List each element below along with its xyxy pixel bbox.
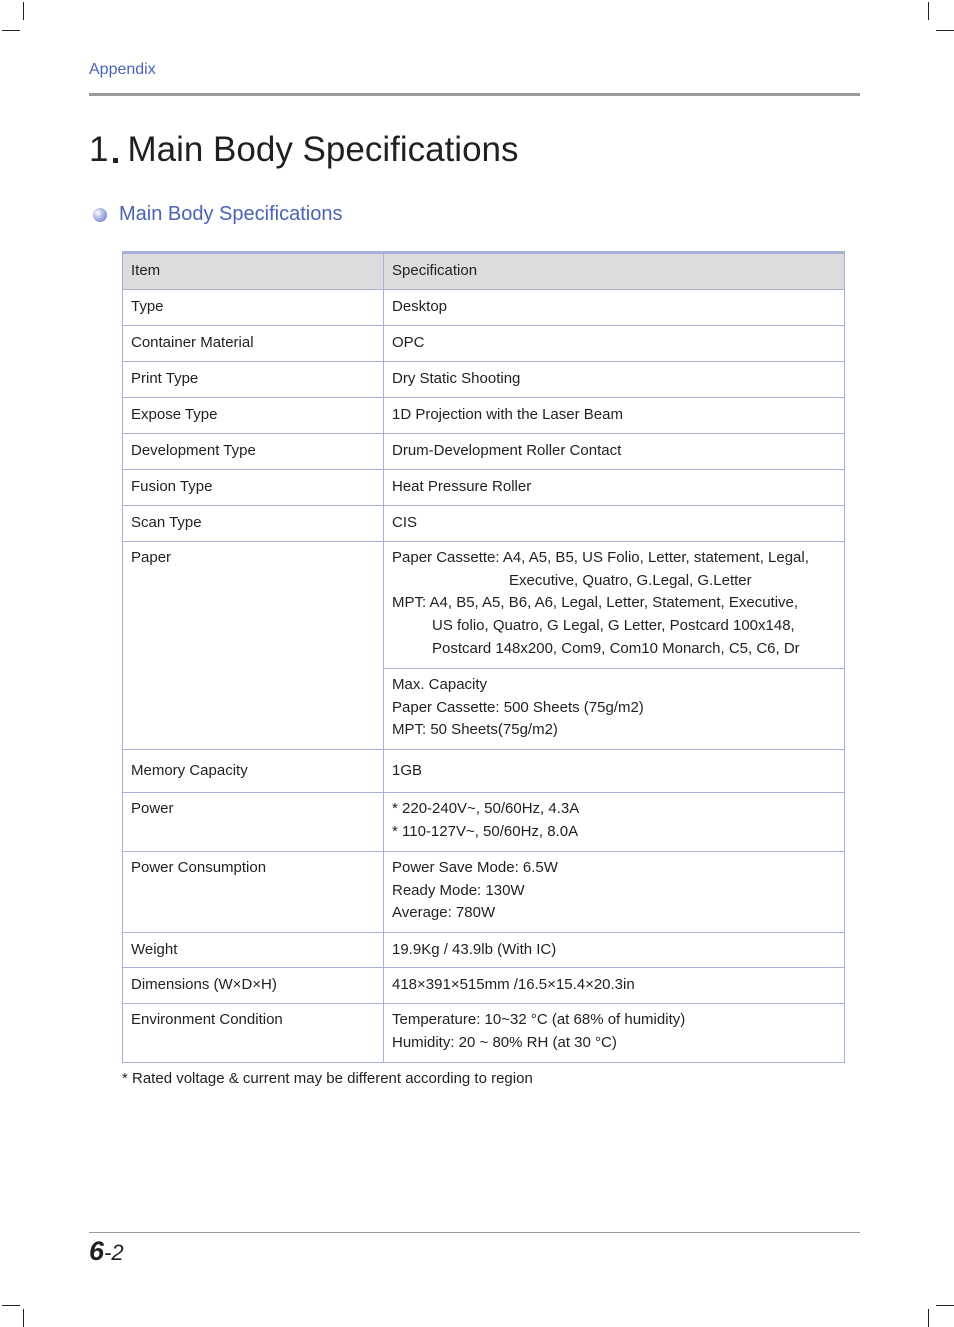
item-cell: Scan Type <box>123 506 384 542</box>
crop-mark <box>936 1305 954 1306</box>
spec-cell: 418×391×515mm /16.5×15.4×20.3in <box>384 968 845 1004</box>
environment-line: Temperature: 10~32 °C (at 68% of humidity) <box>392 1011 686 1028</box>
crop-mark <box>928 2 929 20</box>
spec-cell: Drum-Development Roller Contact <box>384 434 845 470</box>
capacity-line: Max. Capacity <box>392 676 488 693</box>
column-header-item: Item <box>123 253 384 290</box>
item-cell: Dimensions (W×D×H) <box>123 968 384 1004</box>
table-row <box>123 326 845 362</box>
item-cell: Weight <box>123 933 384 968</box>
table-row <box>123 470 845 506</box>
spec-cell-paper-sizes <box>384 542 845 669</box>
item-cell: Memory Capacity <box>123 750 384 793</box>
consumption-line: Ready Mode: 130W <box>392 881 525 899</box>
item-cell: Power Consumption <box>123 852 384 933</box>
footnote: * Rated voltage & current may be different according to region <box>122 1070 533 1087</box>
footer-rule <box>89 1232 860 1233</box>
spec-cell <box>384 793 845 852</box>
mpt-line: US folio, Quatro, G Legal, G Letter, Postcard 100x148, <box>432 617 795 635</box>
chapter-title-text: Main Body Specifications <box>127 130 519 169</box>
chapter-number: 1 <box>89 130 109 169</box>
table-row <box>123 793 845 852</box>
table-row-paper <box>123 542 845 669</box>
spec-table <box>122 251 845 1063</box>
table-header-row <box>123 253 845 290</box>
section-title: Main Body Specifications <box>119 203 343 225</box>
spec-cell: 1GB <box>384 750 845 793</box>
table-row <box>123 968 845 1004</box>
item-cell: Print Type <box>123 362 384 398</box>
capacity-line: Paper Cassette: 500 Sheets (75g/m2) <box>392 698 644 716</box>
page-chapter: 6 <box>89 1236 105 1266</box>
consumption-line: Power Save Mode: 6.5W <box>392 859 558 876</box>
spec-cell <box>384 1004 845 1063</box>
paper-cassette-line: Paper Cassette: A4, A5, B5, US Folio, Letter, statement, Legal, <box>392 549 809 566</box>
paper-cassette-line: Executive, Quatro, G.Legal, G.Letter <box>509 571 752 589</box>
table-row <box>123 852 845 933</box>
item-cell: Container Material <box>123 326 384 362</box>
power-line: * 220-240V~, 50/60Hz, 4.3A <box>392 800 580 817</box>
consumption-line: Average: 780W <box>392 904 496 922</box>
item-cell: Paper <box>123 542 384 750</box>
table-row <box>123 1004 845 1063</box>
section-heading <box>93 203 342 226</box>
item-cell: Development Type <box>123 434 384 470</box>
crop-mark <box>23 2 24 20</box>
header-rule <box>89 93 860 96</box>
spec-cell: CIS <box>384 506 845 542</box>
table-row <box>123 290 845 326</box>
spec-cell: 19.9Kg / 43.9lb (With IC) <box>384 933 845 968</box>
page-sub: -2 <box>104 1240 124 1265</box>
column-header-spec: Specification <box>384 253 845 290</box>
spec-cell: Desktop <box>384 290 845 326</box>
mpt-line: Postcard 148x200, Com9, Com10 Monarch, C5, C6, Dr <box>432 639 800 657</box>
spec-cell: Heat Pressure Roller <box>384 470 845 506</box>
page-number <box>89 1236 124 1267</box>
chapter-title <box>89 130 519 170</box>
crop-mark <box>23 1309 24 1327</box>
table-row <box>123 506 845 542</box>
item-cell: Fusion Type <box>123 470 384 506</box>
crop-mark <box>936 30 954 31</box>
item-cell: Power <box>123 793 384 852</box>
spec-cell-capacity <box>384 669 845 750</box>
table-row <box>123 434 845 470</box>
spec-cell: OPC <box>384 326 845 362</box>
capacity-line: MPT: 50 Sheets(75g/m2) <box>392 721 558 739</box>
running-header: Appendix <box>89 61 156 78</box>
item-cell: Environment Condition <box>123 1004 384 1063</box>
mpt-line: MPT: A4, B5, A5, B6, A6, Legal, Letter, Statement, Executive, <box>392 594 799 612</box>
power-line: * 110-127V~, 50/60Hz, 8.0A <box>392 822 579 840</box>
bullet-icon <box>93 208 107 222</box>
crop-mark <box>2 30 20 31</box>
chapter-dot <box>113 158 118 163</box>
table-row <box>123 933 845 968</box>
crop-mark <box>2 1305 20 1306</box>
table-row <box>123 750 845 793</box>
table-row <box>123 362 845 398</box>
spec-cell: 1D Projection with the Laser Beam <box>384 398 845 434</box>
table-row <box>123 398 845 434</box>
item-cell: Type <box>123 290 384 326</box>
spec-cell <box>384 852 845 933</box>
spec-cell: Dry Static Shooting <box>384 362 845 398</box>
environment-line: Humidity: 20 ~ 80% RH (at 30 °C) <box>392 1033 617 1051</box>
item-cell: Expose Type <box>123 398 384 434</box>
crop-mark <box>928 1309 929 1327</box>
